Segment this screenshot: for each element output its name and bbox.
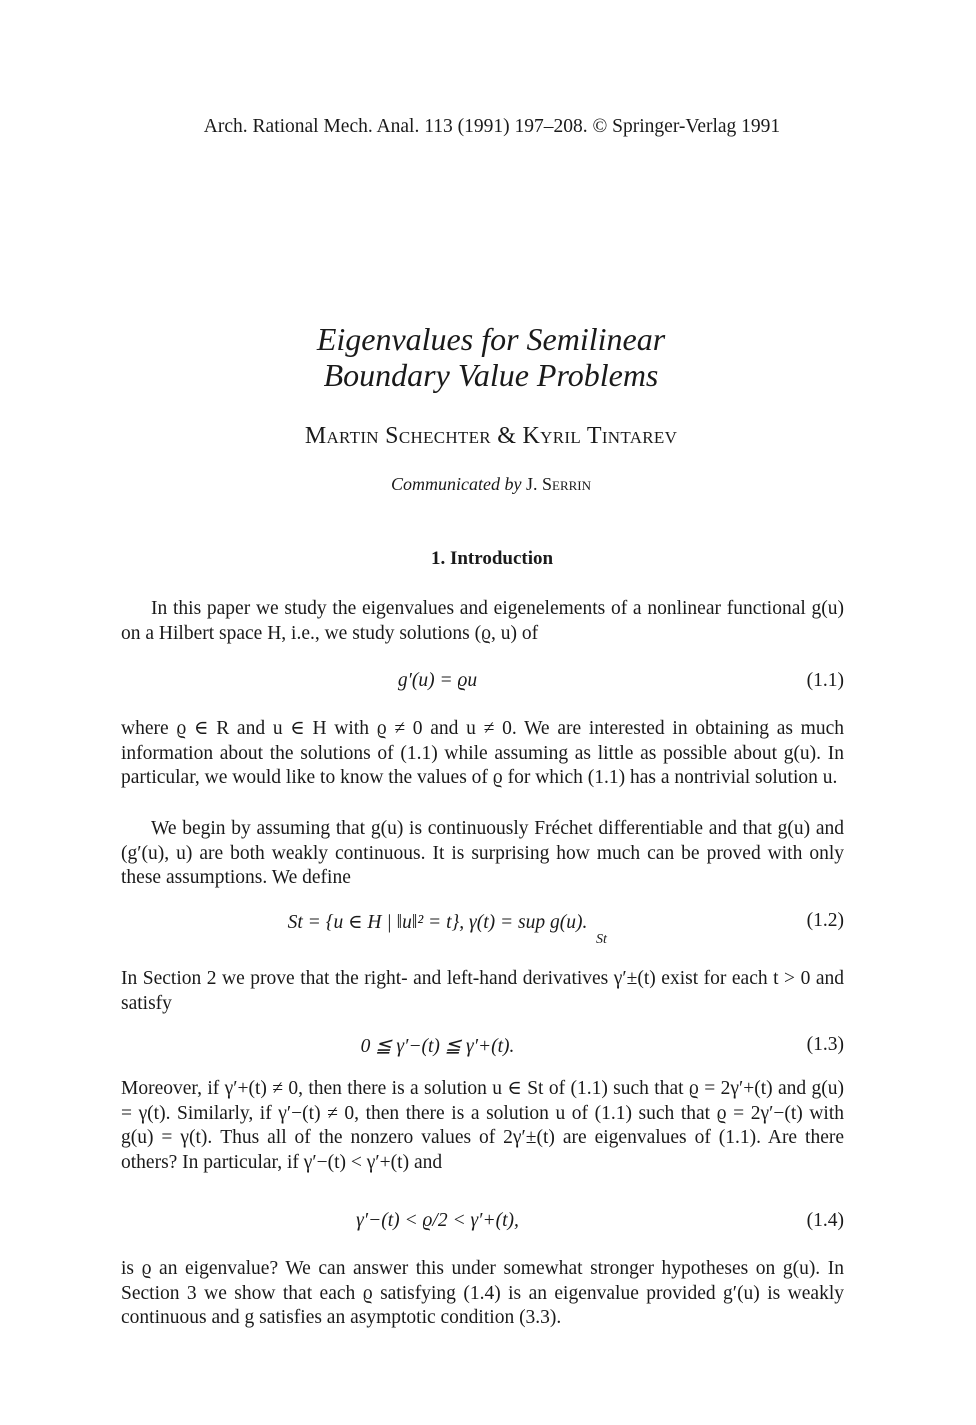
paper-title-line-2: Boundary Value Problems bbox=[323, 357, 659, 393]
paragraph-5: Moreover, if γ′+(t) ≠ 0, then there is a solution u ∈ St of (1.1) such that ϱ = 2γ′+(t) and g(u) = γ(t). Similarly, if γ′−(t) ≠ 0, then there is a solution u of (1.1) such that ϱ = 2γ′−(t) with g(u) = γ(t). Thus all of the nonzero values of 2γ′±(t) are eigenvalues of (1.1). Are there others? In particular, if γ′−(t) < γ′+(t) and bbox=[121, 1078, 844, 1173]
equation-1-2-body: St = {u ∈ H | ‖u‖² = t}, γ(t) = sup g(u). bbox=[287, 912, 588, 933]
paragraph-1-text: In this paper we study the eigenvalues and eigenelements of a nonlinear functional g(u) on a Hilbert space H, i.e., we study solutions (ϱ, u) of bbox=[121, 598, 844, 644]
journal-citation: Arch. Rational Mech. Anal. 113 (1991) 197–208. © Springer-Verlag 1991 bbox=[203, 116, 781, 137]
equation-1-1-number: (1.1) bbox=[806, 670, 844, 691]
equation-1-3-body: 0 ≦ γ′−(t) ≦ γ′+(t). bbox=[360, 1036, 515, 1057]
paper-title-line-1: Eigenvalues for Semilinear bbox=[316, 321, 666, 357]
paragraph-2: where ϱ ∈ R and u ∈ H with ϱ ≠ 0 and u ≠ 0. We are interested in obtaining as much information about the solutions of (1.1) while assuming as little as possible about g(u). In particular, we would like to know the values of ϱ for which (1.1) has a nontrivial solution u. bbox=[121, 718, 844, 789]
paragraph-6: is ϱ an eigenvalue? We can answer this under somewhat stronger hypotheses on g(u). In Section 3 we show that each ϱ satisfying (1.4) is an eigenvalue provided g′(u) is weakly continuous and g satisfies an asymptotic condition (3.3). bbox=[121, 1258, 844, 1329]
communicator-name: J. Serrin bbox=[525, 474, 591, 494]
paragraph-4: In Section 2 we prove that the right- and left-hand derivatives γ′±(t) exist for each t > 0 and satisfy bbox=[121, 968, 844, 1014]
equation-1-1-body: g′(u) = ϱu bbox=[397, 670, 478, 691]
equation-1-4-body: γ′−(t) < ϱ/2 < γ′+(t), bbox=[356, 1210, 519, 1231]
paragraph-3-text: We begin by assuming that g(u) is continuously Fréchet differentiable and that g(u) and (g′(u), u) are both weakly continuous. It is surprising how much can be proved with only these assumptions. We define bbox=[121, 818, 844, 889]
communicated-prefix: Communicated by bbox=[391, 474, 522, 494]
equation-1-2-sup-subscript: St bbox=[596, 932, 607, 947]
equation-1-4-number: (1.4) bbox=[806, 1210, 844, 1231]
section-heading: 1. Introduction bbox=[430, 548, 554, 569]
authors: Martin Schechter & Kyril Tintarev bbox=[304, 423, 678, 449]
equation-1-2-number: (1.2) bbox=[806, 910, 844, 931]
paragraph-3 bbox=[121, 817, 844, 891]
communicated-by bbox=[0, 474, 976, 495]
paragraph-1 bbox=[121, 597, 844, 646]
equation-1-3-number: (1.3) bbox=[806, 1034, 844, 1055]
